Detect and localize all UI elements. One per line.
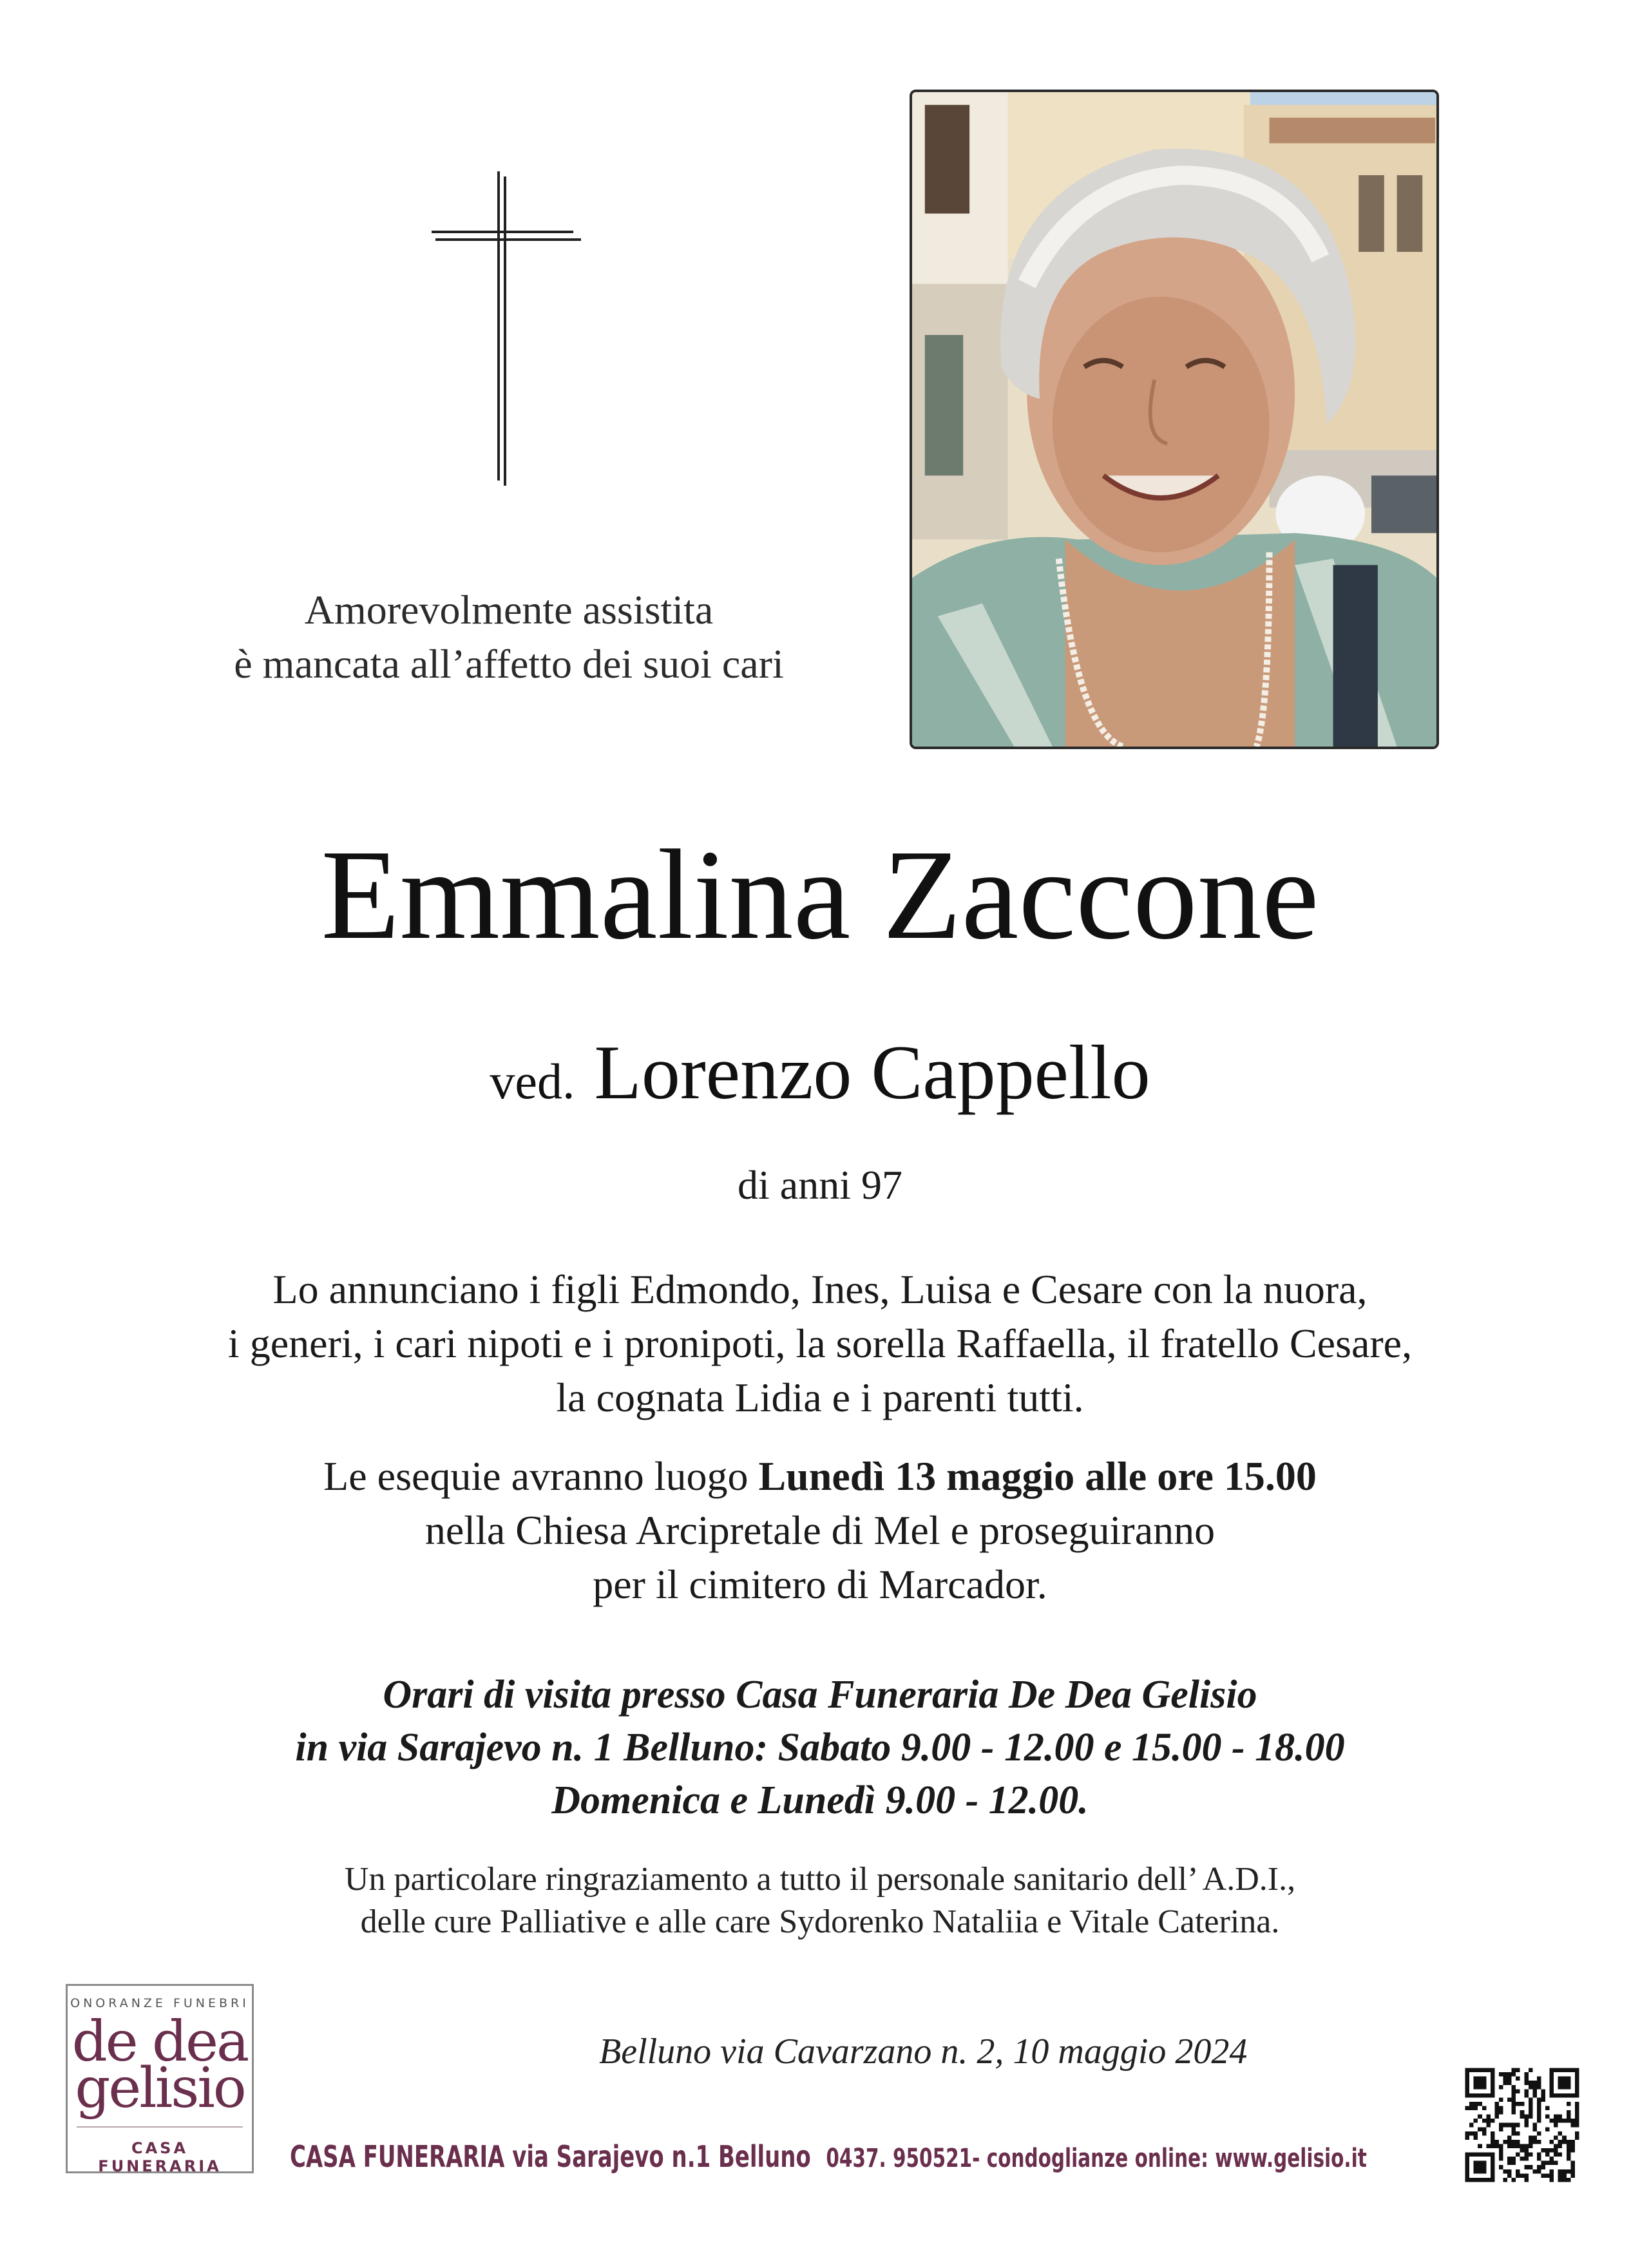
funeral-datetime: Lunedì 13 maggio alle ore 15.00 <box>758 1453 1317 1499</box>
intro-line-1: Amorevolmente assistita <box>304 587 714 633</box>
spouse-name: Lorenzo Cappello <box>594 1029 1150 1115</box>
thanks-text <box>0 1858 1640 1943</box>
place-date: Belluno via Cavarzano n. 2, 10 maggio 2024 <box>599 2032 1248 2072</box>
widow-line <box>0 1024 1640 1130</box>
announcement-line-2: i generi, i cari nipoti e i pronipoti, la sorella Raffaella, il fratello Cesare, <box>227 1320 1413 1366</box>
logo-name-line-2: gelisio <box>75 2056 245 2120</box>
logo-divider <box>77 2126 243 2128</box>
announcement-line-3: la cognata Lidia e i parenti tutti. <box>556 1375 1084 1420</box>
visiting-hours <box>0 1668 1640 1827</box>
funeral-prefix: Le esequie avranno luogo <box>323 1453 759 1499</box>
announcement <box>0 1263 1640 1425</box>
thanks-line-1: Un particolare ringraziamento a tutto il personale sanitario dell’ A.D.I., <box>344 1861 1296 1898</box>
logo-top-text: ONORANZE FUNEBRI <box>70 1996 249 2010</box>
funeral-home-logo <box>66 1984 254 2173</box>
deceased-name: Emmalina Zaccone <box>321 824 1319 966</box>
cross-icon <box>425 169 586 491</box>
widow-prefix: ved. <box>490 1053 575 1109</box>
funeral-line-1 <box>0 1449 1640 1503</box>
portrait-photo <box>910 90 1439 749</box>
footer-address: CASA FUNERARIA via Sarajevo n.1 Belluno <box>290 2139 811 2174</box>
funeral-line-3: per il cimitero di Marcador. <box>593 1561 1047 1607</box>
visits-line-2: in via Sarajevo n. 1 Belluno: Sabato 9.00 - 12.00 e 15.00 - 18.00 <box>295 1726 1345 1769</box>
intro-line-2: è mancata all’affetto dei suoi cari <box>234 641 784 687</box>
visits-line-1: Orari di visita presso Casa Funeraria De Dea Gelisio <box>383 1673 1257 1717</box>
funeral-line-2: nella Chiesa Arcipretale di Mel e proseguiranno <box>424 1507 1216 1553</box>
age-text: di anni 97 <box>738 1162 902 1208</box>
logo-name-line-1: de dea <box>72 2010 248 2074</box>
thanks-line-2: delle cure Palliative e alle care Sydorenko Nataliia e Vitale Caterina. <box>360 1903 1280 1940</box>
footer-contact <box>290 2137 1367 2178</box>
visits-line-3: Domenica e Lunedì 9.00 - 12.00. <box>551 1778 1089 1822</box>
funeral-info <box>0 1449 1640 1612</box>
footer-contact-info: 0437. 950521- condoglianze online: www.gelisio.it <box>826 2144 1367 2173</box>
qr-code-icon[interactable] <box>1461 2064 1583 2186</box>
intro-text <box>148 583 870 691</box>
announcement-line-1: Lo annunciano i figli Edmondo, Ines, Luisa e Cesare con la nuora, <box>272 1266 1368 1312</box>
logo-bottom-text: CASA FUNERARIA <box>98 2139 222 2175</box>
